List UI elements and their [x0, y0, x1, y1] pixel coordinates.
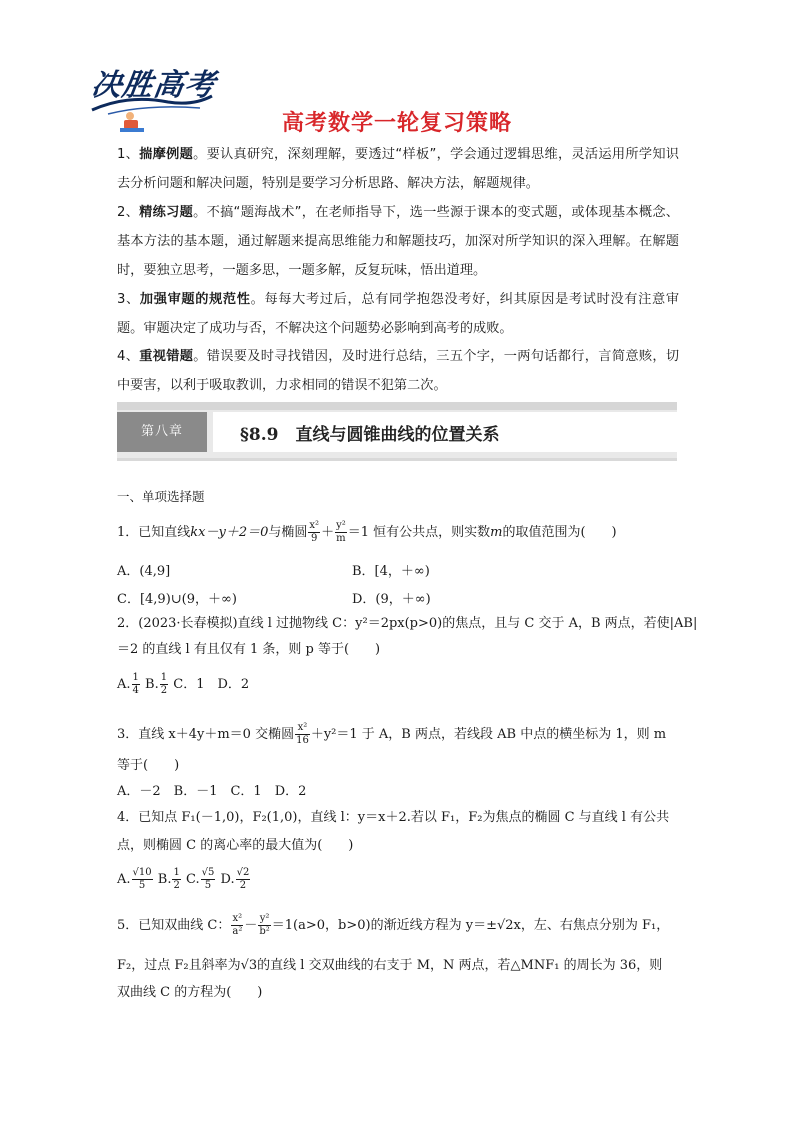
q2-option-b-label: B.	[145, 677, 159, 692]
chapter-banner-top	[117, 402, 677, 410]
question-3	[117, 722, 666, 747]
numerator: √5	[201, 867, 215, 878]
denominator: 9	[311, 533, 318, 544]
question-2-line1: 2．(2023·长春模拟)直线 l 过抛物线 C：y²＝2px(p>0)的焦点，且与 C 交于 A，B 两点，若使|AB|	[117, 616, 698, 631]
page-title: 高考数学一轮复习策略	[281, 111, 512, 136]
denominator: 5	[204, 880, 212, 891]
q1-option-d: D．(9，＋∞)	[352, 592, 431, 607]
q2-option-a-label: A.	[117, 677, 131, 692]
question-4-line2: 点，则椭圆 C 的离心率的最大值为( )	[117, 838, 354, 853]
q1-text: 1．已知直线	[117, 525, 191, 540]
q5-text: ＝1(a>0，b>0)的渐近线方程为 y＝±√2x，左、右焦点分别为 F₁，	[271, 918, 670, 933]
q1-option-c: C．[4,9)∪(9，＋∞)	[117, 592, 237, 607]
denominator: 4	[132, 685, 139, 696]
q1-frac-x	[308, 520, 320, 545]
strategy-head: 重视错题	[139, 349, 194, 364]
logo-text: 决胜高考	[89, 68, 218, 103]
q1-option-a: A．(4,9]	[117, 564, 171, 579]
q4-option-b-frac	[172, 867, 180, 892]
strategy-head: 揣摩例题	[139, 147, 194, 162]
section-heading: 一、单项选择题	[117, 489, 205, 504]
q1-frac-y	[335, 520, 347, 545]
strategy-num: 1、	[117, 147, 140, 162]
denominator: 2	[160, 685, 168, 696]
plus-sign: ＋	[321, 525, 335, 540]
strategy-body: 。每每大考过后，总有同学抱怨没考好，纠其原因是考试时没有注意审题。审题决定了成功与否，不解决这个问题势必影响到高考的成败。	[117, 292, 680, 336]
strategy-body: 。错误要及时寻找错因，及时进行总结，三五个字，一两句话都行，言简意赅，切中要害，以利于吸取教训，力求相同的错误不犯第二次。	[117, 349, 680, 393]
q4-option-d-label: D.	[220, 872, 235, 887]
q1-text: ＝1 恒有公共点，则实数	[347, 525, 491, 540]
question-3-options: A．－2 B．－1 C．1 D．2	[117, 784, 307, 799]
denominator: 2	[239, 880, 247, 891]
q4-option-b-label: B.	[157, 872, 172, 887]
denominator: 5	[138, 880, 146, 891]
question-5-line3: 双曲线 C 的方程为( )	[117, 985, 263, 1000]
q5-frac-x	[231, 913, 243, 938]
q3-text: ＋y²＝1 于 A，B 两点，若线段 AB 中点的横坐标为 1，则 m	[310, 727, 667, 742]
denominator: a²	[232, 926, 243, 937]
question-2-line2: ＝2 的直线 l 有且仅有 1 条，则 p 等于( )	[117, 642, 381, 657]
strategy-2	[117, 198, 679, 285]
numerator: 1	[132, 672, 139, 683]
q2-option-a-frac	[132, 672, 140, 697]
q1-text: 的取值范围为( )	[502, 525, 617, 540]
q2-option-b-frac	[160, 672, 168, 697]
q1-line-eq: kx－y＋2＝0	[190, 525, 269, 540]
numerator: x²	[309, 520, 320, 531]
strategy-3	[117, 285, 679, 343]
q3-text: 3．直线 x＋4y＋m＝0 交椭圆	[117, 727, 295, 742]
q4-option-c-label: C.	[185, 872, 200, 887]
q4-option-c-frac	[201, 867, 216, 892]
q5-frac-y	[258, 913, 270, 938]
denominator: 2	[173, 880, 180, 891]
q5-text: 5．已知双曲线 C：	[117, 918, 231, 933]
minus-sign: －	[244, 918, 258, 933]
numerator: √10	[132, 867, 152, 878]
numerator: √2	[236, 867, 250, 878]
q1-text: 与椭圆	[268, 525, 308, 540]
numerator: y²	[259, 913, 270, 924]
denominator: b²	[259, 926, 270, 937]
strategy-body: 。要认真研究，深刻理解，要透过“样板”，学会通过逻辑思维，灵活运用所学知识去分析问题和解决问题，特别是要学习分析思路、解决方法，解题规律。	[117, 147, 679, 191]
question-4-line1: 4．已知点 F₁(－1,0)，F₂(1,0)，直线 l：y＝x＋2.若以 F₁，F₂为焦点的椭圆 C 与直线 l 有公共	[117, 810, 670, 825]
denominator: m	[336, 533, 346, 544]
q2-option-cd: C．1 D．2	[173, 677, 250, 692]
question-5-line2: F₂，过点 F₂且斜率为√3的直线 l 交双曲线的右支于 M，N 两点，若△MNF₁ 的周长为 36，则	[117, 958, 663, 973]
question-4-options	[117, 867, 251, 892]
numerator: x²	[295, 722, 310, 735]
q4-option-a-frac	[132, 867, 153, 892]
strategy-head: 加强审题的规范性	[139, 292, 251, 307]
chapter-title: §8.9 直线与圆锥曲线的位置关系	[240, 425, 500, 445]
q1-option-b: B．[4，＋∞)	[352, 564, 430, 579]
q4-option-a-label: A.	[117, 872, 131, 887]
strategy-num: 2、	[117, 205, 140, 220]
strategy-body: 。不搞“题海战术”，在老师指导下，选一些源于课本的变式题，或体现基本概念、基本方法的基本题，通过解题来提高思维能力和解题技巧，加深对所学知识的深入理解。在解题时，要独立思考，一题多思，一题多解，反复玩味，悟出道理。	[117, 205, 679, 278]
question-5	[117, 913, 669, 938]
strategy-num: 4、	[117, 349, 140, 364]
strategy-4	[117, 342, 679, 400]
question-2-options	[117, 672, 249, 697]
question-3-line2: 等于( )	[117, 758, 180, 773]
q4-option-d-frac	[236, 867, 251, 892]
strategy-head: 精练习题	[139, 205, 194, 220]
numerator: 1	[160, 672, 168, 683]
q1-var: m	[490, 525, 503, 540]
strategy-1	[117, 140, 679, 198]
denominator: 16	[296, 735, 309, 746]
question-1	[117, 520, 617, 545]
numerator: x²	[232, 913, 243, 924]
q3-frac	[295, 722, 310, 747]
numerator: 1	[173, 867, 180, 878]
numerator: y²	[336, 520, 346, 531]
strategy-num: 3、	[117, 292, 140, 307]
chapter-underline	[117, 458, 677, 461]
chapter-tag: 第八章	[117, 412, 207, 452]
